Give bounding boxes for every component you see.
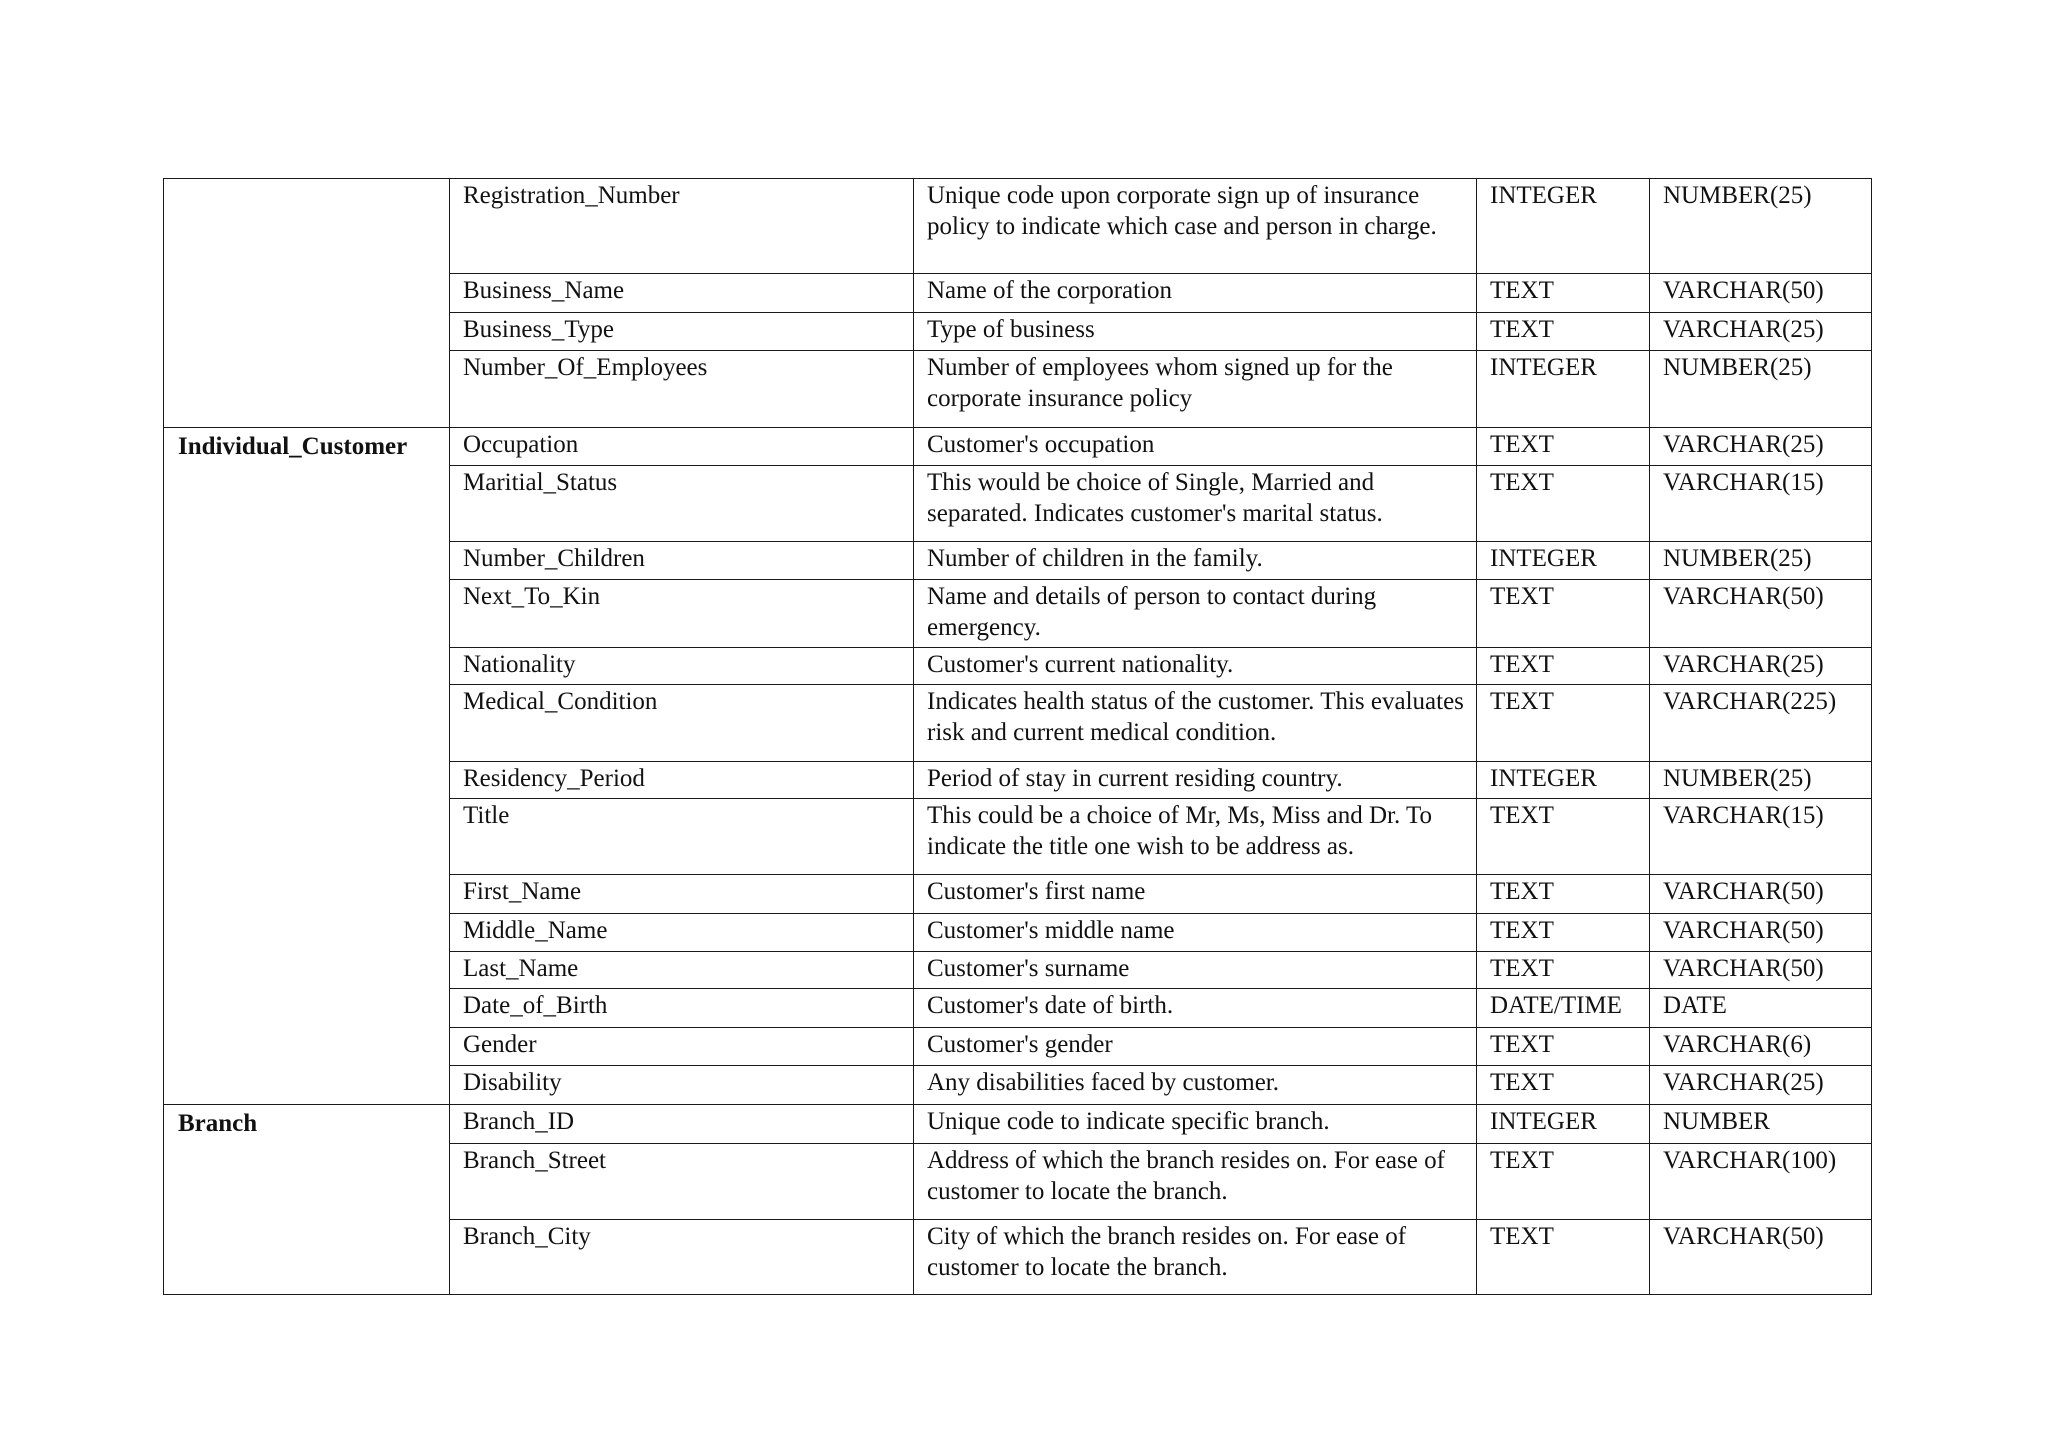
data-type-cell: TEXT xyxy=(1477,875,1650,914)
description-cell: Customer's middle name xyxy=(914,914,1477,952)
description-cell: Customer's surname xyxy=(914,952,1477,989)
field-size-cell: VARCHAR(50) xyxy=(1650,274,1872,313)
table-row xyxy=(164,428,1872,466)
description-cell: Unique code to indicate specific branch. xyxy=(914,1105,1477,1144)
field-name-cell: Title xyxy=(450,799,914,875)
data-dictionary-table xyxy=(163,178,1872,1295)
description-cell: Number of children in the family. xyxy=(914,542,1477,580)
field-size-cell: NUMBER(25) xyxy=(1650,762,1872,799)
data-type-cell: INTEGER xyxy=(1477,179,1650,274)
field-size-cell: VARCHAR(50) xyxy=(1650,952,1872,989)
field-size-cell: NUMBER(25) xyxy=(1650,542,1872,580)
field-name-cell: Branch_City xyxy=(450,1220,914,1295)
description-cell: Customer's first name xyxy=(914,875,1477,914)
data-type-cell: TEXT xyxy=(1477,313,1650,351)
table-row xyxy=(164,179,1872,274)
table-body xyxy=(164,179,1872,1295)
field-size-cell: NUMBER(25) xyxy=(1650,351,1872,428)
data-type-cell: TEXT xyxy=(1477,799,1650,875)
data-type-cell: TEXT xyxy=(1477,580,1650,648)
field-size-cell: VARCHAR(225) xyxy=(1650,685,1872,762)
field-size-cell: NUMBER(25) xyxy=(1650,179,1872,274)
field-size-cell: VARCHAR(15) xyxy=(1650,799,1872,875)
field-name-cell: Branch_ID xyxy=(450,1105,914,1144)
data-type-cell: TEXT xyxy=(1477,1220,1650,1295)
description-cell: Address of which the branch resides on. For ease of customer to locate the branch. xyxy=(914,1144,1477,1220)
field-name-cell: Next_To_Kin xyxy=(450,580,914,648)
field-size-cell: VARCHAR(25) xyxy=(1650,1066,1872,1105)
description-cell: This would be choice of Single, Married and separated. Indicates customer's marital status. xyxy=(914,466,1477,542)
data-type-cell: TEXT xyxy=(1477,428,1650,466)
data-type-cell: TEXT xyxy=(1477,466,1650,542)
field-name-cell: Number_Children xyxy=(450,542,914,580)
field-size-cell: VARCHAR(25) xyxy=(1650,648,1872,685)
description-cell: This could be a choice of Mr, Ms, Miss and Dr. To indicate the title one wish to be address as. xyxy=(914,799,1477,875)
field-name-cell: Medical_Condition xyxy=(450,685,914,762)
description-cell: Indicates health status of the customer. This evaluates risk and current medical condition. xyxy=(914,685,1477,762)
field-name-cell: Number_Of_Employees xyxy=(450,351,914,428)
data-type-cell: INTEGER xyxy=(1477,351,1650,428)
data-type-cell: INTEGER xyxy=(1477,762,1650,799)
field-name-cell: Residency_Period xyxy=(450,762,914,799)
data-type-cell: TEXT xyxy=(1477,648,1650,685)
description-cell: City of which the branch resides on. For ease of customer to locate the branch. xyxy=(914,1220,1477,1295)
field-name-cell: Registration_Number xyxy=(450,179,914,274)
field-name-cell: Disability xyxy=(450,1066,914,1105)
description-cell: Customer's current nationality. xyxy=(914,648,1477,685)
field-name-cell: Business_Type xyxy=(450,313,914,351)
field-name-cell: First_Name xyxy=(450,875,914,914)
data-type-cell: INTEGER xyxy=(1477,1105,1650,1144)
field-name-cell: Date_of_Birth xyxy=(450,989,914,1028)
field-size-cell: VARCHAR(25) xyxy=(1650,313,1872,351)
description-cell: Name of the corporation xyxy=(914,274,1477,313)
data-type-cell: TEXT xyxy=(1477,1066,1650,1105)
description-cell: Customer's occupation xyxy=(914,428,1477,466)
data-type-cell: TEXT xyxy=(1477,1144,1650,1220)
field-size-cell: NUMBER xyxy=(1650,1105,1872,1144)
field-size-cell: VARCHAR(50) xyxy=(1650,914,1872,952)
entity-name-cell: Individual_Customer xyxy=(164,428,450,1105)
field-name-cell: Gender xyxy=(450,1028,914,1066)
field-name-cell: Last_Name xyxy=(450,952,914,989)
description-cell: Unique code upon corporate sign up of insurance policy to indicate which case and person in charge. xyxy=(914,179,1477,274)
description-cell: Any disabilities faced by customer. xyxy=(914,1066,1477,1105)
field-name-cell: Middle_Name xyxy=(450,914,914,952)
field-size-cell: VARCHAR(50) xyxy=(1650,875,1872,914)
field-size-cell: VARCHAR(50) xyxy=(1650,580,1872,648)
field-name-cell: Business_Name xyxy=(450,274,914,313)
field-size-cell: VARCHAR(15) xyxy=(1650,466,1872,542)
field-name-cell: Branch_Street xyxy=(450,1144,914,1220)
field-size-cell: DATE xyxy=(1650,989,1872,1028)
field-size-cell: VARCHAR(6) xyxy=(1650,1028,1872,1066)
description-cell: Period of stay in current residing country. xyxy=(914,762,1477,799)
field-name-cell: Maritial_Status xyxy=(450,466,914,542)
entity-name-cell: Branch xyxy=(164,1105,450,1295)
data-type-cell: TEXT xyxy=(1477,274,1650,313)
field-name-cell: Occupation xyxy=(450,428,914,466)
field-size-cell: VARCHAR(100) xyxy=(1650,1144,1872,1220)
table-row xyxy=(164,1105,1872,1144)
description-cell: Type of business xyxy=(914,313,1477,351)
field-size-cell: VARCHAR(25) xyxy=(1650,428,1872,466)
description-cell: Name and details of person to contact during emergency. xyxy=(914,580,1477,648)
entity-name-cell xyxy=(164,179,450,428)
data-type-cell: TEXT xyxy=(1477,914,1650,952)
data-type-cell: INTEGER xyxy=(1477,542,1650,580)
data-type-cell: TEXT xyxy=(1477,952,1650,989)
description-cell: Number of employees whom signed up for the corporate insurance policy xyxy=(914,351,1477,428)
description-cell: Customer's date of birth. xyxy=(914,989,1477,1028)
field-size-cell: VARCHAR(50) xyxy=(1650,1220,1872,1295)
field-name-cell: Nationality xyxy=(450,648,914,685)
data-type-cell: DATE/TIME xyxy=(1477,989,1650,1028)
data-type-cell: TEXT xyxy=(1477,1028,1650,1066)
description-cell: Customer's gender xyxy=(914,1028,1477,1066)
data-type-cell: TEXT xyxy=(1477,685,1650,762)
